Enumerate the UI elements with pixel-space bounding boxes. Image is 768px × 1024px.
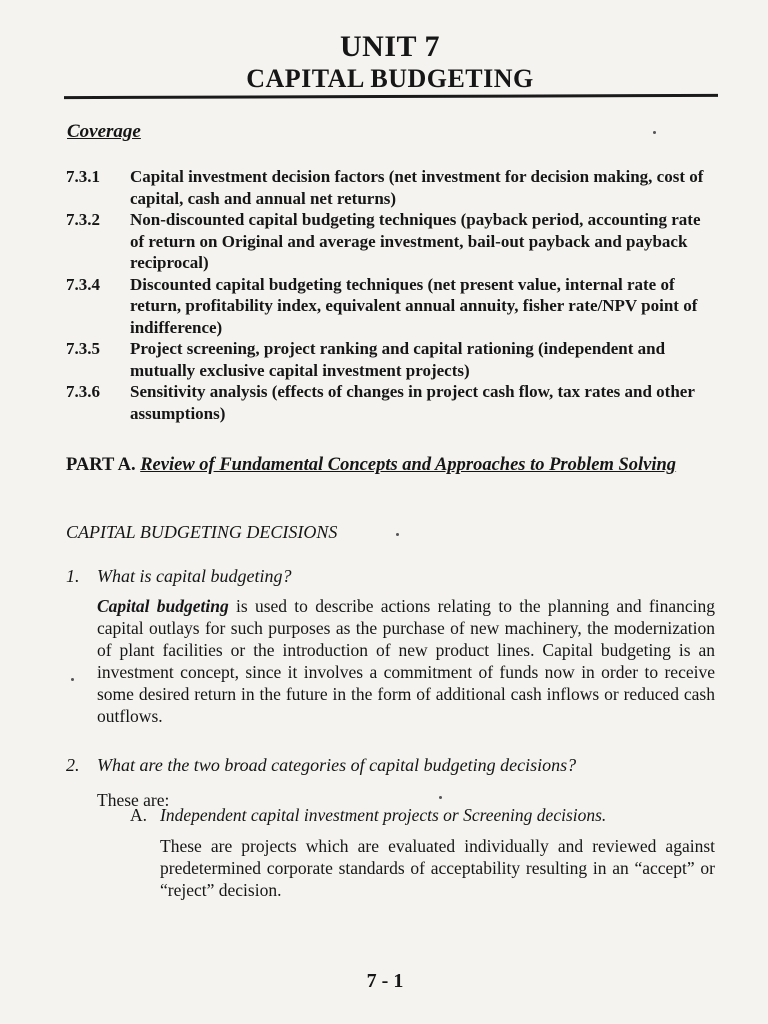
- section-heading: CAPITAL BUDGETING DECISIONS: [66, 522, 338, 542]
- question-text: What are the two broad categories of capital budgeting decisions?: [97, 755, 577, 775]
- chapter-title: CAPITAL BUDGETING: [246, 64, 534, 93]
- scan-speck: [396, 533, 399, 536]
- question-2: [66, 755, 576, 776]
- coverage-item: [66, 274, 716, 339]
- question-number: 1.: [66, 566, 80, 586]
- option-a-label: A.: [130, 805, 148, 825]
- coverage-item-text: Sensitivity analysis (effects of changes in project cash flow, tax rates and other assumptions): [130, 382, 695, 423]
- scan-speck: [653, 131, 656, 134]
- coverage-item: [66, 166, 716, 209]
- question-text: What is capital budgeting?: [97, 566, 292, 586]
- coverage-item: [66, 209, 716, 274]
- unit-title: UNIT 7: [340, 30, 440, 63]
- question-number: 2.: [66, 755, 80, 775]
- option-a-description: These are projects which are evaluated individually and reviewed against predetermined corporate standards of acceptability resulting in an “accept” or “reject” decision.: [160, 836, 715, 900]
- answer-text: is used to describe actions relating to the planning and financing capital outlays for such purposes as the purchase of new machinery, the modernization of plant facilities or the introduction of new product lines. Capital budgeting is an investment concept, since it involves a commitment of funds now in order to receive some desired return in the future in the form of additional cash inflows or reduced cash outflows.: [97, 596, 715, 726]
- coverage-item-text: Non-discounted capital budgeting techniques (payback period, accounting rate of return on Original and average investment, bail-out payback and payback reciprocal): [130, 210, 701, 272]
- coverage-item-number: 7.3.4: [66, 274, 100, 294]
- option-a: [130, 805, 606, 826]
- part-a-label: PART A.: [66, 455, 136, 475]
- coverage-list: [66, 166, 716, 424]
- coverage-heading: Coverage: [67, 121, 141, 142]
- coverage-item-number: 7.3.2: [66, 210, 100, 229]
- coverage-item: [66, 381, 716, 424]
- coverage-item: [66, 338, 716, 381]
- page-number: 7 - 1: [366, 970, 404, 992]
- answer-1-paragraph: [97, 595, 715, 727]
- title-rule: [64, 94, 718, 99]
- question-1: [66, 566, 291, 587]
- coverage-item-text: Capital investment decision factors (net investment for decision making, cost of capital, cash and annual net returns): [130, 167, 704, 208]
- scan-speck: [439, 796, 442, 799]
- option-a-title: Independent capital investment projects or Screening decisions.: [160, 805, 607, 825]
- coverage-item-number: 7.3.1: [66, 167, 100, 186]
- part-a-title: Review of Fundamental Concepts and Approaches to Problem Solving: [140, 455, 677, 475]
- answer-2-intro: These are:: [97, 790, 170, 810]
- scan-speck: [71, 678, 74, 681]
- coverage-item-number: 7.3.6: [66, 382, 100, 401]
- part-a-heading: [66, 452, 726, 478]
- defined-term: Capital budgeting: [97, 596, 229, 616]
- coverage-item-text: Project screening, project ranking and capital rationing (independent and mutually exclusive capital investment projects): [130, 339, 666, 380]
- coverage-item-text: Discounted capital budgeting techniques (net present value, internal rate of return, profitability index, equivalent annual annuity, fisher rate/NPV point of indifference): [130, 274, 698, 337]
- coverage-item-number: 7.3.5: [66, 339, 100, 358]
